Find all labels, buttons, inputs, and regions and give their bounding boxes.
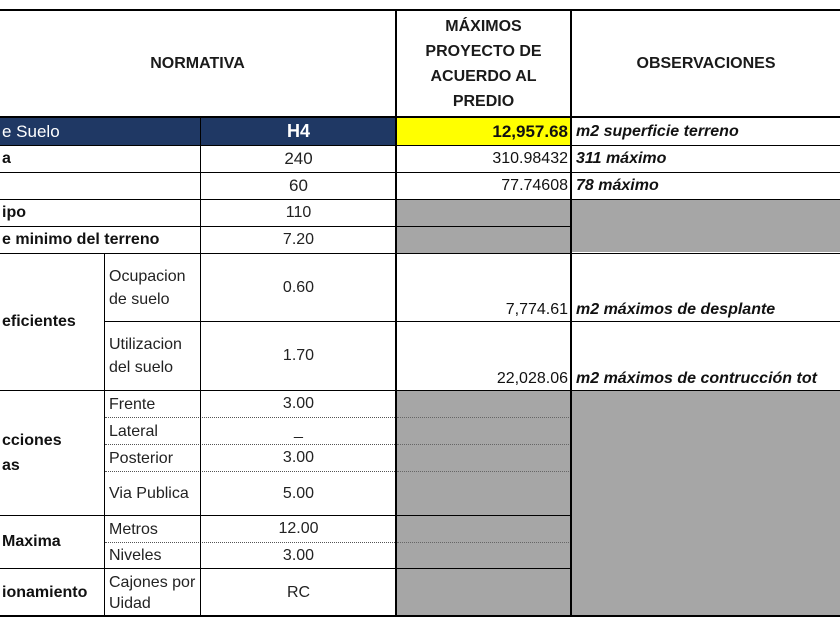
rule-11 xyxy=(0,515,397,516)
col-rule-c xyxy=(200,253,201,616)
via-publica-value: 5.00 xyxy=(282,484,315,502)
niveles-value: 3.00 xyxy=(282,546,315,564)
rule-3 xyxy=(0,199,840,200)
row-tipo-maximo-empty xyxy=(397,200,571,226)
header-observaciones: OBSERVACIONES xyxy=(636,55,776,72)
rule-1 xyxy=(0,145,840,146)
gray-rule-3 xyxy=(397,471,571,472)
rule-header-bottom xyxy=(0,116,840,118)
utilizacion-value: 1.70 xyxy=(282,347,315,364)
col-rule-e xyxy=(570,9,572,617)
utilizacion-label: Utilizacion del suelo xyxy=(109,336,182,376)
frente-label: Frente xyxy=(109,395,156,413)
lateral-value: _ xyxy=(294,422,303,439)
rule-13 xyxy=(0,568,397,569)
col-rule-b xyxy=(104,253,105,616)
row-tipo-obs-empty xyxy=(572,200,840,252)
estacionamiento-label: ionamiento xyxy=(2,583,88,601)
col-rule-a xyxy=(200,117,201,254)
posterior-value: 3.00 xyxy=(282,449,315,466)
via-publica-label: Via Publica xyxy=(109,485,189,502)
restricciones-maximo-empty xyxy=(397,391,571,616)
metros-label: Metros xyxy=(109,520,158,538)
restricciones-obs-empty xyxy=(572,391,840,616)
restricciones-label: cciones as xyxy=(2,432,62,474)
ocupacion-obs: m2 máximos de desplante xyxy=(576,301,776,318)
gray-rule-1 xyxy=(397,417,571,418)
cajones-value: RC xyxy=(286,583,311,601)
utilizacion-maximo: 22,028.06 xyxy=(496,370,568,387)
row-tipo-value: 110 xyxy=(285,204,312,221)
header-maximos: MÁXIMOS PROYECTO DE ACUERDO AL PREDIO xyxy=(425,17,542,110)
rule-5 xyxy=(0,253,840,254)
col-rule-d xyxy=(395,9,397,617)
rule-2 xyxy=(0,172,840,173)
rule-bottom xyxy=(0,615,840,617)
row-240-value: 240 xyxy=(284,149,313,168)
row-60-obs: 78 máximo xyxy=(576,177,659,194)
ocupacion-maximo: 7,774.61 xyxy=(505,301,568,318)
uso-suelo-maximo: 12,957.68 xyxy=(397,118,571,145)
cajones-label: Cajones por Uidad xyxy=(109,573,196,612)
row-60-value: 60 xyxy=(289,176,308,195)
niveles-label: Niveles xyxy=(109,547,162,564)
gray-rule-6 xyxy=(397,568,571,569)
rule-9 xyxy=(105,444,397,445)
row-frente-min-maximo-empty xyxy=(397,227,571,253)
row-frente-min-value: 7.20 xyxy=(282,231,315,248)
rule-8 xyxy=(105,417,397,418)
rule-6 xyxy=(105,321,840,322)
header-normativa: NORMATIVA xyxy=(150,55,245,72)
metros-value: 12.00 xyxy=(278,520,319,537)
rule-4 xyxy=(0,226,572,227)
uso-suelo-value: H4 xyxy=(286,121,310,141)
row-240-maximo: 310.98432 xyxy=(492,150,568,167)
row-60-maximo: 77.74608 xyxy=(501,177,568,194)
frente-value: 3.00 xyxy=(282,395,315,412)
rule-10 xyxy=(105,471,397,472)
gray-rule-4 xyxy=(397,515,571,516)
row-240-obs: 311 máximo xyxy=(576,150,667,167)
ocupacion-value: 0.60 xyxy=(282,278,315,296)
lateral-label: Lateral xyxy=(109,422,158,440)
altura-label: Maxima xyxy=(2,533,61,550)
uso-suelo-obs: m2 superficie terreno xyxy=(576,122,739,140)
row-frente-min-label: e minimo del terreno xyxy=(2,231,160,248)
gray-rule-5 xyxy=(397,542,571,543)
row-240-label: a xyxy=(2,150,11,167)
utilizacion-obs: m2 máximos de contrucción tot xyxy=(576,370,817,387)
ocupacion-label: Ocupacion de suelo xyxy=(109,267,186,308)
posterior-label: Posterior xyxy=(109,449,174,467)
row-tipo-label: ipo xyxy=(2,204,26,221)
uso-suelo-label: e Suelo xyxy=(2,121,60,141)
rule-top xyxy=(0,9,840,11)
gray-rule-2 xyxy=(397,444,571,445)
rule-12 xyxy=(105,542,397,543)
rule-7 xyxy=(0,390,840,391)
coeficientes-label: eficientes xyxy=(2,313,76,330)
